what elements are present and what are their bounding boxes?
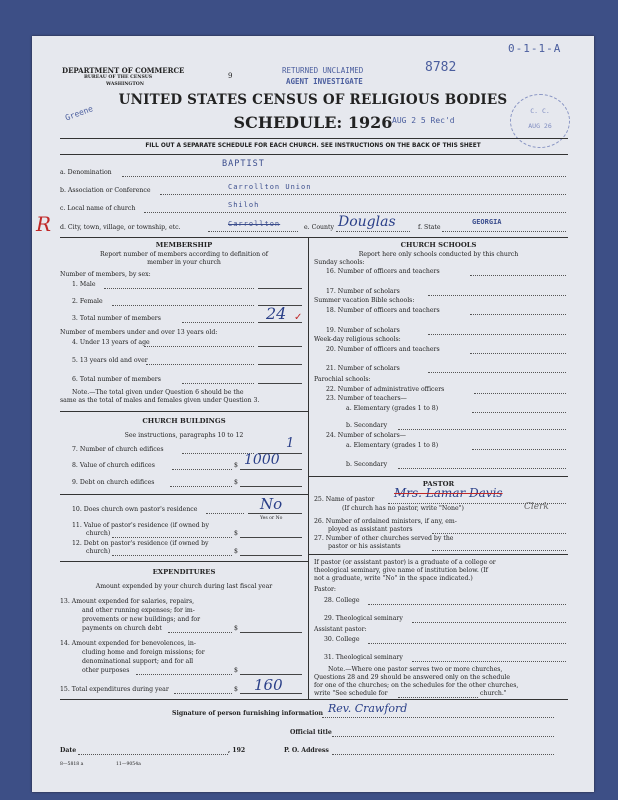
q12-label-1: 12. Debt on pastor's residence (if owned by [72, 540, 209, 547]
date-field[interactable] [78, 754, 228, 755]
check-mark-icon: ✓ [294, 312, 303, 323]
received-seal [510, 94, 570, 148]
q1-male-label: 1. Male [72, 281, 96, 288]
membership-intro-1: Report number of members according to definition of [99, 251, 269, 258]
pastor-subheading: Pastor: [314, 586, 337, 593]
q31-field[interactable] [412, 661, 566, 662]
q18-field[interactable] [470, 314, 566, 315]
q26-label-2: ployed as assistant pastors [328, 526, 413, 533]
graduate-instruction-2: theological seminary, give name of institution below. (If [314, 567, 488, 574]
q7-edifices-label: 7. Number of church edifices [72, 446, 164, 453]
q14-dollar: $ [234, 667, 238, 674]
q5-dots [146, 364, 254, 365]
q8-dollar: $ [234, 462, 238, 469]
corner-code: 0-1-1-A [508, 42, 562, 55]
agent-investigate-stamp: AGENT INVESTIGATE [286, 77, 363, 86]
q28-label: 28. College [324, 597, 360, 604]
pastor-note-4: write "See schedule for [314, 690, 388, 697]
q14-label-3: denominational support; and for all [82, 658, 194, 665]
q12-dollar: $ [234, 548, 238, 555]
q20-field[interactable] [470, 353, 566, 354]
q23a-label: a. Elementary (grades 1 to 8) [346, 405, 439, 412]
date-year: , 192 [228, 747, 246, 754]
q24b-label: b. Secondary [346, 461, 388, 468]
pastor-note-2: Questions 28 and 29 should be answered only on the schedule [314, 674, 511, 681]
q1-male-field[interactable] [258, 288, 302, 289]
q25-clerk-note: Clerk [524, 502, 549, 512]
local-name-label: c. Local name of church [60, 205, 136, 212]
q13-label-3: provements or new buildings; and for [82, 616, 201, 623]
local-name-value: Shiloh [228, 201, 260, 209]
q28-field[interactable] [368, 604, 566, 605]
q16-label: 16. Number of officers and teachers [326, 268, 440, 275]
q23-label: 23. Number of teachers— [326, 395, 407, 402]
q12-label-2: church) [86, 548, 111, 555]
denomination-label: a. Denomination [60, 169, 112, 176]
q30-label: 30. College [324, 636, 360, 643]
q3-total-label: 3. Total number of members [72, 315, 161, 322]
q5-over13-label: 5. 13 years old and over [72, 357, 148, 364]
assistant-pastor-subheading: Assistant pastor: [314, 626, 367, 633]
q21-field[interactable] [428, 372, 566, 373]
city-town-line [208, 231, 298, 232]
margin-mark-r: R [36, 212, 52, 236]
q3-total-value: 24 [266, 304, 287, 323]
county-value: Douglas [338, 214, 396, 230]
q1-dots [104, 288, 254, 289]
q14-label-4: other purposes [82, 667, 130, 674]
q27-field[interactable] [432, 550, 566, 551]
seal-bottom-text: AUG 26 [528, 122, 552, 130]
received-stamp: AUG 2 5 Rec'd [392, 116, 455, 125]
graduate-instruction-1: If pastor (or assistant pastor) is a graduate of a college or [314, 559, 496, 566]
q17-label: 17. Number of scholars [326, 288, 400, 295]
seal-top-text: C. C. [530, 107, 550, 115]
greene-stamp: Greene [64, 104, 95, 123]
q8-value-amount: 1000 [244, 452, 280, 468]
q21-label: 21. Number of scholars [326, 365, 400, 372]
q23b-label: b. Secondary [346, 422, 388, 429]
q8-dots [172, 469, 232, 470]
q9-dollar: $ [234, 479, 238, 486]
weekday-schools-label: Week-day religious schools: [314, 336, 401, 343]
q6-dots [182, 383, 254, 384]
q2-dots [112, 305, 254, 306]
q10-residence-label: 10. Does church own pastor's residence [72, 506, 198, 513]
city-town-value: Carrollton [228, 220, 281, 228]
q5-over13-field[interactable] [258, 364, 302, 365]
pastor-rule [309, 554, 568, 555]
official-title-field[interactable] [332, 736, 554, 737]
q4-under13-field[interactable] [258, 346, 302, 347]
signature-label: Signature of person furnishing information [172, 710, 323, 717]
number-nine: 9 [228, 72, 233, 80]
q16-field[interactable] [470, 275, 566, 276]
q24a-field[interactable] [472, 449, 566, 450]
local-name-line [144, 212, 566, 213]
q7-edifices-value: 1 [286, 436, 295, 451]
sunday-schools-label: Sunday schools: [314, 259, 365, 266]
q14-label-1: 14. Amount expended for benevolences, in- [60, 640, 196, 647]
denomination-value: BAPTIST [222, 159, 265, 169]
official-title-label: Official title [290, 729, 332, 736]
q8-value-field[interactable] [240, 469, 302, 470]
q23a-field[interactable] [472, 412, 566, 413]
header-rule [60, 138, 568, 139]
date-label: Date [60, 747, 77, 754]
expenditures-subheading: Amount expended by your church during last fiscal year [95, 583, 273, 590]
signature-value: Rev. Crawford [328, 702, 408, 715]
q6-total-field[interactable] [258, 383, 302, 384]
q13-amount-field[interactable] [240, 632, 302, 633]
q24-label: 24. Number of scholars— [326, 432, 406, 439]
q10-residence-field[interactable] [248, 513, 302, 514]
q9-debt-label: 9. Debt on church edifices [72, 479, 155, 486]
expenditures-heading: EXPENDITURES [152, 568, 216, 576]
county-label: e. County [304, 224, 335, 231]
members-by-sex-label: Number of members, by sex: [60, 271, 151, 278]
q29-field[interactable] [412, 622, 566, 623]
q8-value-label: 8. Value of church edifices [72, 462, 155, 469]
column-divider [308, 237, 309, 699]
buildings-heading: CHURCH BUILDINGS [142, 417, 226, 425]
q15-dollar: $ [234, 686, 238, 693]
q18-label: 18. Number of officers and teachers [326, 307, 440, 314]
signature-field[interactable] [322, 717, 554, 718]
q14-dots [136, 674, 232, 675]
q25-pastor-value: Mrs. Lamar Davis [394, 486, 503, 500]
q24a-label: a. Elementary (grades 1 to 8) [346, 442, 439, 449]
yes-no-hint: Yes or No [260, 516, 283, 521]
q30-field[interactable] [368, 643, 566, 644]
q25-note: (If church has no pastor, write "None") [342, 505, 464, 512]
q13-label-4: payments on church debt [82, 625, 162, 632]
q11-dollar: $ [234, 530, 238, 537]
serial-number: 8782 [425, 60, 457, 75]
po-address-label: P. O. Address [284, 747, 329, 754]
association-line [160, 194, 566, 195]
q29-label: 29. Theological seminary [324, 615, 403, 622]
q13-label-1: 13. Amount expended for salaries, repairs, [60, 598, 195, 605]
q15-total-value: 160 [254, 676, 283, 694]
form-title: UNITED STATES CENSUS OF RELIGIOUS BODIES [118, 92, 508, 108]
state-line [442, 231, 566, 232]
association-value: Carrollton Union [228, 183, 312, 191]
membership-note-2: same as the total of males and females given under Question 3. [60, 397, 260, 404]
schools-rule [309, 476, 568, 477]
membership-heading: MEMBERSHIP [155, 241, 213, 249]
q11-label-1: 11. Value of pastor's residence (if owned by [72, 522, 209, 529]
q26-field[interactable] [432, 533, 566, 534]
q14-label-2: cluding home and foreign missions; for [82, 649, 205, 656]
q9-debt-field[interactable] [240, 486, 302, 487]
pastor-heading: PASTOR [422, 480, 455, 488]
q10-residence-value: No [260, 495, 283, 513]
graduate-instruction-3: not a graduate, write "No" in the space indicated.) [314, 575, 473, 582]
q24b-field[interactable] [398, 468, 566, 469]
returned-unclaimed-stamp: RETURNED UNCLAIMED [282, 66, 364, 75]
q11-label-2: church) [86, 530, 111, 537]
q15-total-label: 15. Total expenditures during year [60, 686, 169, 693]
q31-label: 31. Theological seminary [324, 654, 403, 661]
q6-total-label: 6. Total number of members [72, 376, 161, 383]
pastor-note-3: for one of the churches; on the schedules for the other churches, [314, 682, 519, 689]
instructions-banner: FILL OUT A SEPARATE SCHEDULE FOR EACH CHURCH. SEE INSTRUCTIONS ON THE BACK OF THIS SHEET [145, 143, 481, 149]
q27-label-1: 27. Number of other churches served by the [314, 535, 454, 542]
q12-dots [112, 555, 232, 556]
print-number: 11—9054a [116, 762, 141, 767]
census-schedule-sheet [32, 36, 594, 792]
association-label: b. Association or Conference [60, 187, 151, 194]
q25-label: 25. Name of pastor [314, 496, 375, 503]
membership-note-1: Note.—The total given under Question 6 should be the [72, 389, 244, 396]
q12-residence-debt-field[interactable] [240, 555, 302, 556]
denomination-line [122, 176, 566, 177]
footer-rule [60, 699, 568, 700]
q23b-field[interactable] [398, 429, 566, 430]
schools-heading: CHURCH SCHOOLS [400, 241, 477, 249]
q19-label: 19. Number of scholars [326, 327, 400, 334]
q14-amount-field[interactable] [240, 674, 302, 675]
parochial-schools-label: Parochial schools: [314, 376, 371, 383]
under-over-13-label: Number of members under and over 13 years old: [60, 329, 218, 336]
q3-dots [182, 322, 254, 323]
pastor-note-1: Note.—Where one pastor serves two or more churches, [328, 666, 503, 673]
buildings-subheading: See instructions, paragraphs 10 to 12 [124, 432, 244, 439]
q19-field[interactable] [428, 334, 566, 335]
state-label: f. State [418, 224, 441, 231]
po-address-field[interactable] [332, 754, 554, 755]
q27-label-2: pastor or his assistants [328, 543, 401, 550]
q2-female-label: 2. Female [72, 298, 103, 305]
q4-under13-label: 4. Under 13 years of age [72, 339, 150, 346]
summer-schools-label: Summer vacation Bible schools: [314, 297, 415, 304]
membership-intro-2: member in your church [147, 259, 221, 266]
bureau-label: BUREAU OF THE CENSUS [84, 75, 153, 80]
q22-field[interactable] [474, 393, 566, 394]
state-value: GEORGIA [472, 218, 502, 226]
section-rule-top [60, 237, 568, 238]
q17-field[interactable] [428, 295, 566, 296]
instructions-rule [60, 154, 568, 155]
q13-label-2: and other running expenses; for im- [82, 607, 195, 614]
q26-label-1: 26. Number of ordained ministers, if any, em- [314, 518, 457, 525]
q10-dots [206, 513, 244, 514]
city-label: WASHINGTON [106, 82, 144, 87]
q9-dots [170, 486, 232, 487]
q11-dots [112, 537, 232, 538]
q20-label: 20. Number of officers and teachers [326, 346, 440, 353]
city-town-label: d. City, town, village, or township, etc. [60, 224, 181, 231]
q4-dots [144, 346, 254, 347]
form-number: 8—5818 a [60, 762, 84, 767]
q13-dollar: $ [234, 625, 238, 632]
buildings-rule [60, 561, 308, 562]
pastor-note-dots [398, 697, 478, 698]
pastor-note-5: church." [480, 690, 507, 697]
q22-label: 22. Number of administrative officers [326, 386, 445, 393]
schedule-title: SCHEDULE: 1926 [233, 113, 393, 132]
membership-rule [60, 411, 308, 412]
q13-dots [168, 632, 232, 633]
schools-subheading: Report here only schools conducted by this church [358, 251, 519, 258]
county-line [336, 231, 410, 232]
q15-dots [174, 693, 232, 694]
department-label: DEPARTMENT OF COMMERCE [62, 66, 185, 75]
q11-residence-value-field[interactable] [240, 537, 302, 538]
